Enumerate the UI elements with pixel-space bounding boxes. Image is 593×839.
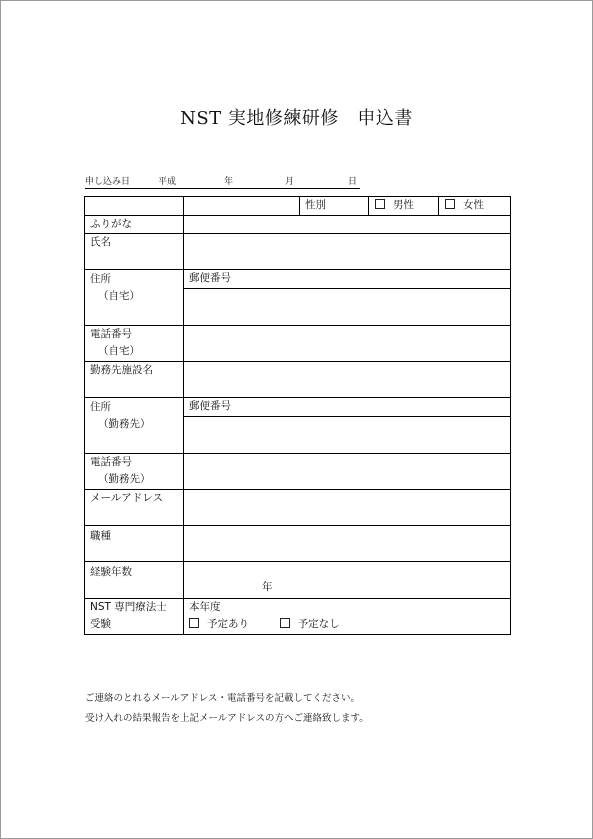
date-era: 平成 bbox=[158, 177, 177, 187]
nst-exam-label-cell bbox=[85, 599, 184, 635]
occupation-label: 職種 bbox=[90, 530, 111, 542]
work-phone-label-cell bbox=[85, 454, 184, 490]
planned-label: 予定あり bbox=[207, 618, 249, 630]
application-date-line bbox=[85, 174, 360, 189]
note-line-1: ご連絡のとれるメールアドレス・電話番号を記載してください。 bbox=[85, 693, 361, 704]
gender-label-cell bbox=[300, 197, 369, 216]
work-postal-label: 郵便番号 bbox=[189, 400, 231, 412]
home-address-label-cell bbox=[85, 270, 184, 326]
nst-exam-label: NST 専門療法士 bbox=[90, 601, 167, 613]
work-address-sublabel: （勤務先） bbox=[98, 418, 151, 430]
workplace-input-cell[interactable] bbox=[184, 362, 511, 398]
gender-female-cell[interactable] bbox=[439, 197, 511, 216]
home-address-sublabel: （自宅） bbox=[98, 290, 140, 302]
gender-label: 性別 bbox=[305, 199, 326, 211]
not-planned-checkbox[interactable] bbox=[280, 618, 290, 628]
home-address-label: 住所 bbox=[90, 273, 111, 285]
home-phone-label: 電話番号 bbox=[90, 328, 132, 340]
date-year: 年 bbox=[224, 177, 234, 187]
work-phone-input-cell[interactable] bbox=[184, 454, 511, 490]
note-line-2: 受け入れの結果報告を上記メールアドレスの方へご連絡致します。 bbox=[85, 713, 369, 724]
home-address-input-cell[interactable] bbox=[184, 289, 511, 326]
application-form-table bbox=[84, 196, 511, 635]
female-label: 女性 bbox=[463, 199, 484, 211]
name-label: 氏名 bbox=[90, 236, 111, 248]
work-phone-sublabel: （勤務先） bbox=[98, 473, 151, 485]
experience-label: 経験年数 bbox=[90, 566, 132, 578]
occupation-input-cell[interactable] bbox=[184, 526, 511, 562]
form-title: NST 実地修練研修 申込書 bbox=[180, 108, 413, 129]
home-postal-cell[interactable] bbox=[184, 270, 511, 289]
male-checkbox[interactable] bbox=[375, 199, 385, 209]
experience-years-unit: 年 bbox=[262, 581, 273, 593]
furigana-label: ふりがな bbox=[90, 218, 132, 230]
home-phone-input-cell[interactable] bbox=[184, 326, 511, 362]
female-checkbox[interactable] bbox=[445, 199, 455, 209]
email-input-cell[interactable] bbox=[184, 490, 511, 526]
date-label: 申し込み日 bbox=[85, 177, 131, 187]
workplace-label: 勤務先施設名 bbox=[90, 364, 153, 376]
name-input-cell[interactable] bbox=[184, 234, 511, 270]
work-phone-label: 電話番号 bbox=[90, 456, 132, 468]
experience-label-cell bbox=[85, 562, 184, 599]
occupation-label-cell bbox=[85, 526, 184, 562]
this-year-label: 本年度 bbox=[189, 601, 221, 613]
experience-input-cell[interactable] bbox=[184, 562, 511, 599]
furigana-input-cell[interactable] bbox=[184, 216, 511, 234]
work-address-label: 住所 bbox=[90, 401, 111, 413]
work-address-input-cell[interactable] bbox=[184, 417, 511, 454]
planned-checkbox[interactable] bbox=[189, 618, 199, 628]
nst-exam-input-cell bbox=[184, 599, 511, 635]
date-day: 日 bbox=[348, 177, 358, 187]
blank-header-cell bbox=[85, 197, 184, 216]
gender-male-cell[interactable] bbox=[369, 197, 439, 216]
name-label-cell bbox=[85, 234, 184, 270]
work-postal-cell[interactable] bbox=[184, 398, 511, 417]
nst-exam-sublabel: 受験 bbox=[90, 618, 111, 630]
email-label: メールアドレス bbox=[90, 492, 163, 504]
blank-header-cell-2[interactable] bbox=[184, 197, 300, 216]
furigana-label-cell bbox=[85, 216, 184, 234]
work-address-label-cell bbox=[85, 398, 184, 454]
not-planned-label: 予定なし bbox=[297, 618, 340, 630]
home-phone-sublabel: （自宅） bbox=[98, 345, 140, 357]
date-month: 月 bbox=[285, 177, 295, 187]
email-label-cell bbox=[85, 490, 184, 526]
home-postal-label: 郵便番号 bbox=[189, 272, 231, 284]
home-phone-label-cell bbox=[85, 326, 184, 362]
workplace-label-cell bbox=[85, 362, 184, 398]
male-label: 男性 bbox=[393, 199, 414, 211]
